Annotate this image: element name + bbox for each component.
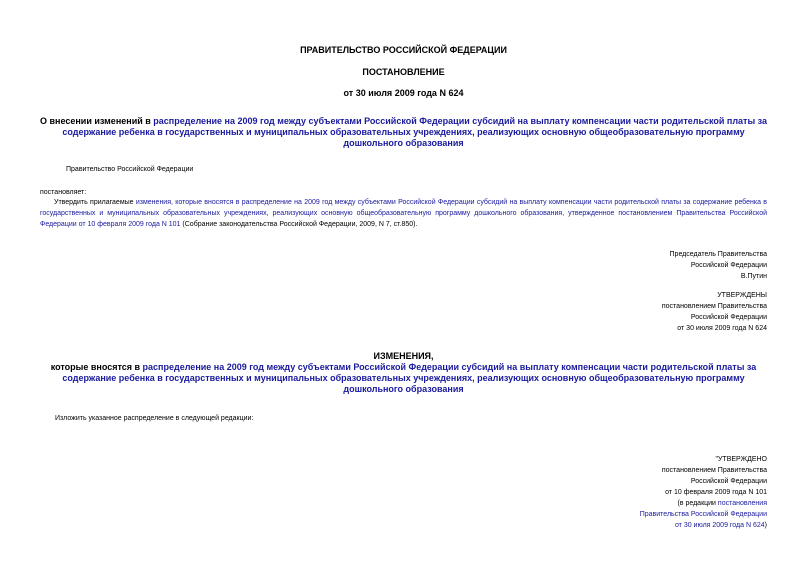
title-link[interactable]: распределение на 2009 год между субъектами Российской Федерации субсидий на выплату компенсации части родительской платы за содержание ребенка в государственных и муниципальных образовательных учреждениях, реализующих основную общеобразовательную программу дошкольного образования (62, 116, 768, 148)
approved2-edition (500, 498, 767, 509)
approved-date: от 30 июля 2009 года N 624 (677, 325, 767, 332)
edition-prefix: (в редакции (677, 500, 718, 507)
changes-statement: Изложить указанное распределение в следующей редакции: (55, 415, 254, 422)
government-title: ПРАВИТЕЛЬСТВО РОССИЙСКОЙ ФЕДЕРАЦИИ (300, 45, 507, 55)
approved2-edition-org (500, 509, 767, 520)
signature-name: В.Путин (740, 273, 767, 280)
approved2-heading: "УТВЕРЖДЕНО (715, 456, 767, 463)
changes-heading: ИЗМЕНЕНИЯ, (373, 351, 434, 361)
approved-block (500, 290, 767, 334)
approved2-edition-date (500, 520, 767, 531)
changes-link[interactable]: изменения, которые вносятся в распределение на 2009 год между субъектами Российской Федерации субсидий на выплату компенсации части родительской платы за содержание ребенка в государственных и муниципальных образовательных учреждениях, реализующих основную общеобразовательную программу дошкольного образования, утвержденное постановлением Правительства Российской Федерации от 10 февраля 2009 года N 101 (40, 199, 767, 228)
paragraph-end: (Собрание законодательства Российской Федерации, 2009, N 7, ст.850). (180, 221, 418, 228)
approved2-org: Российской Федерации (690, 478, 767, 485)
decides-label: постановляет: (40, 189, 87, 196)
approved2-by: постановлением Правительства (661, 467, 767, 474)
edition-link-2[interactable]: Правительства Российской Федерации (639, 511, 767, 518)
edition-suffix: ) (764, 522, 767, 529)
approved2-date: от 10 февраля 2009 года N 101 (665, 489, 767, 496)
government-name: Правительство Российской Федерации (66, 166, 194, 173)
title-prefix: О внесении изменений в (40, 116, 154, 126)
signature-block (500, 249, 767, 282)
edition-link-3[interactable]: от 30 июля 2009 года N 624 (674, 522, 765, 529)
document-title (40, 116, 767, 149)
approved-org: Российской Федерации (690, 314, 767, 321)
document-type: ПОСТАНОВЛЕНИЕ (362, 67, 445, 77)
signature-position: Председатель Правительства (669, 251, 767, 258)
approved-by: постановлением Правительства (661, 303, 767, 310)
paragraph-start: Утвердить прилагаемые (54, 199, 136, 206)
edition-link-1[interactable]: постановления (717, 500, 767, 507)
changes-prefix: которые вносятся в (50, 362, 143, 372)
signature-org: Российской Федерации (690, 262, 767, 269)
changes-title (40, 362, 767, 395)
decree-paragraph (40, 197, 767, 230)
document-date: от 30 июля 2009 года N 624 (343, 88, 464, 98)
approved2-block (500, 454, 767, 531)
changes-title-link[interactable]: распределение на 2009 год между субъектами Российской Федерации субсидий на выплату компенсации части родительской платы за содержание ребенка в государственных и муниципальных образовательных учреждениях, реализующих основную общеобразовательную программу дошкольного образования (62, 362, 757, 394)
approved-heading: УТВЕРЖДЕНЫ (717, 292, 767, 299)
